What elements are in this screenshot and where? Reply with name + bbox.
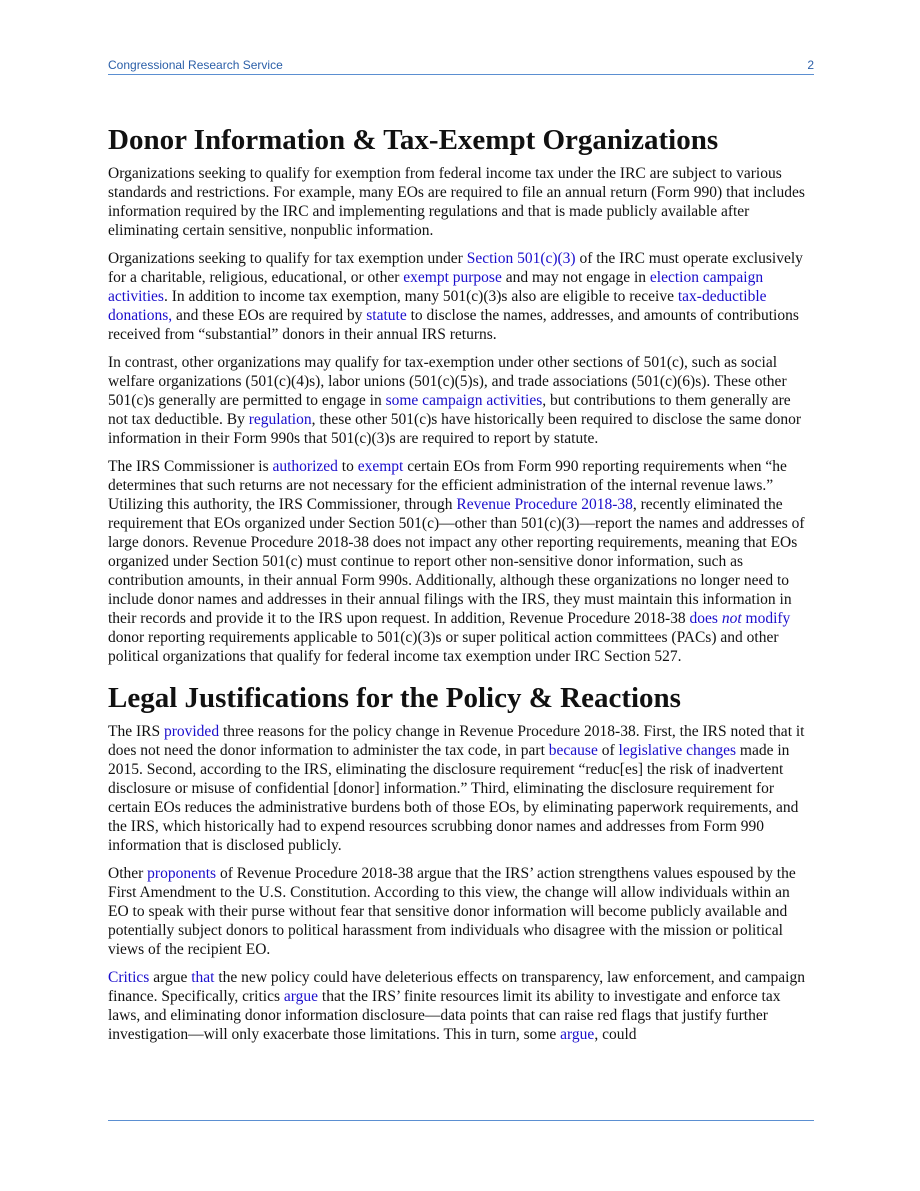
inline-link[interactable]: because (548, 742, 598, 759)
inline-link[interactable]: regulation (248, 411, 312, 428)
running-header (108, 58, 814, 75)
paragraph: Organizations seeking to qualify for exemption from federal income tax under the IRC are subject to various standards and restrictions. For example, many EOs are required to file an annual return (Form 990) that includes information required by the IRC and implementing regulations and that is made publicly available after eliminating certain sensitive, nonpublic information. (108, 165, 805, 239)
inline-text: that the IRS’ finite resources limit its ability to investigate and enforce tax laws, and eliminating donor information disclosure—data points that can raise red flags that justify further investigation—will only exacerbate those limitations. This in turn, some (108, 988, 781, 1043)
inline-link[interactable]: Revenue Procedure 2018-38 (456, 496, 633, 513)
inline-link[interactable]: that (191, 969, 215, 986)
inline-link[interactable]: modify (741, 610, 791, 627)
inline-text: , recently eliminated the requirement that EOs organized under Section 501(c)—other than 501(c)(3)—report the names and addresses of large donors. Revenue Procedure 2018-38 does not impact any other reporting requirements, meaning that EOs organized under Section 501(c) must continue to report other non-sensitive donor information, such as contribution amounts, in their annual Form 990s. Additionally, although these organizations no longer need to include donor names and addresses in their annual filings with the IRS, they must maintain this information in their records and provide it to the IRS upon request. In addition, Revenue Procedure 2018-38 (108, 496, 805, 627)
inline-text: of Revenue Procedure 2018-38 argue that the IRS’ action strengthens values espoused by the First Amendment to the U.S. Constitution. According to this view, the change will allow individuals within an EO to speak with their purse without fear that sensitive donor information will become publicly available and potentially subject donors to political harassment from individuals who disagree with the mission or political views of the recipient EO. (108, 865, 796, 958)
section-heading-legal-justifications: Legal Justifications for the Policy & Reactions (108, 682, 681, 714)
inline-link[interactable]: some campaign activities (385, 392, 543, 409)
inline-text: , but contributions to them generally are not tax deductible. By (108, 392, 791, 428)
paragraph (108, 864, 814, 959)
inline-link[interactable]: proponents (147, 865, 217, 882)
inline-link[interactable]: not (721, 610, 742, 627)
paragraph (108, 249, 814, 344)
paragraph (108, 457, 814, 666)
inline-link[interactable]: does (689, 610, 722, 627)
inline-text: The IRS Commissioner is (108, 458, 273, 475)
inline-link[interactable]: argue (283, 988, 319, 1005)
inline-text: to (337, 458, 358, 475)
inline-text: of the IRC must operate exclusively for a charitable, religious, educational, or other (108, 250, 803, 286)
inline-link[interactable]: election campaign activities (108, 269, 764, 305)
inline-text: certain EOs from Form 990 reporting requirements when “he determines that such returns are not necessary for the efficient administration of the internal revenue laws.” Utilizing this authority, the IRS Commissioner, through (108, 458, 787, 513)
inline-text: donor reporting requirements applicable to 501(c)(3)s or super political action committees (PACs) and other political organizations that qualify for federal income tax exemption under IRC Section 527. (108, 629, 779, 665)
inline-link[interactable]: legislative changes (618, 742, 737, 759)
document-body (108, 122, 814, 1053)
page-number: 2 (807, 58, 814, 72)
inline-text: three reasons for the policy change in Revenue Procedure 2018-38. First, the IRS noted that it does not need the donor information to administer the tax code, in part (108, 723, 805, 759)
inline-link[interactable]: provided (163, 723, 220, 740)
inline-link[interactable]: argue (560, 1026, 595, 1043)
inline-text: The IRS (108, 723, 164, 740)
inline-link[interactable]: Section 501(c)(3) (466, 250, 576, 267)
inline-text: of (597, 742, 619, 759)
inline-text: and these EOs are required by (172, 307, 367, 324)
footer-rule (108, 1120, 814, 1121)
inline-text: the new policy could have deleterious effects on transparency, law enforcement, and campaign finance. Specifically, critics (108, 969, 805, 1005)
inline-text: , these other 501(c)s have historically been required to disclose the same donor information in their Form 990s that 501(c)(3)s are required to report by statute. (108, 411, 801, 447)
section-heading-donor-information: Donor Information & Tax-Exempt Organizations (108, 124, 719, 156)
inline-link[interactable]: Critics (108, 969, 150, 986)
inline-link[interactable]: exempt (357, 458, 404, 475)
inline-text: and may not engage in (501, 269, 650, 286)
inline-text: made in 2015. Second, according to the IRS, eliminating the disclosure requirement “reduc[es] the risk of inadvertent disclosure or misuse of confidential [donor] information.” Third, eliminating the disclosure requirement for certain EOs reduces the administrative burdens both of those EOs, by eliminating paperwork requirements, and the IRS, which historically had to expend resources scrubbing donor names and addresses from Form 990 information that is disclosed publicly. (108, 742, 799, 854)
inline-text: Organizations seeking to qualify for tax exemption under (108, 250, 467, 267)
inline-text: argue (149, 969, 192, 986)
header-organization: Congressional Research Service (108, 58, 283, 72)
inline-link[interactable]: tax-deductible donations, (108, 288, 767, 324)
inline-text: , could (594, 1026, 637, 1043)
inline-link[interactable]: exempt purpose (403, 269, 502, 286)
inline-text: Other (108, 865, 148, 882)
inline-text: to disclose the names, addresses, and amounts of contributions received from “substantial” donors in their annual IRS returns. (108, 307, 799, 343)
inline-text: . In addition to income tax exemption, many 501(c)(3)s also are eligible to receive (163, 288, 678, 305)
inline-text: In contrast, other organizations may qualify for tax-exemption under other sections of 501(c), such as social welfare organizations (501(c)(4)s), labor unions (501(c)(5)s), and trade associations (501(c)(6)s). These other 501(c)s generally are permitted to engage in (108, 354, 787, 409)
paragraph (108, 722, 814, 855)
paragraph (108, 353, 814, 448)
inline-link[interactable]: authorized (272, 458, 338, 475)
inline-link[interactable]: statute (366, 307, 407, 324)
paragraph (108, 968, 814, 1044)
